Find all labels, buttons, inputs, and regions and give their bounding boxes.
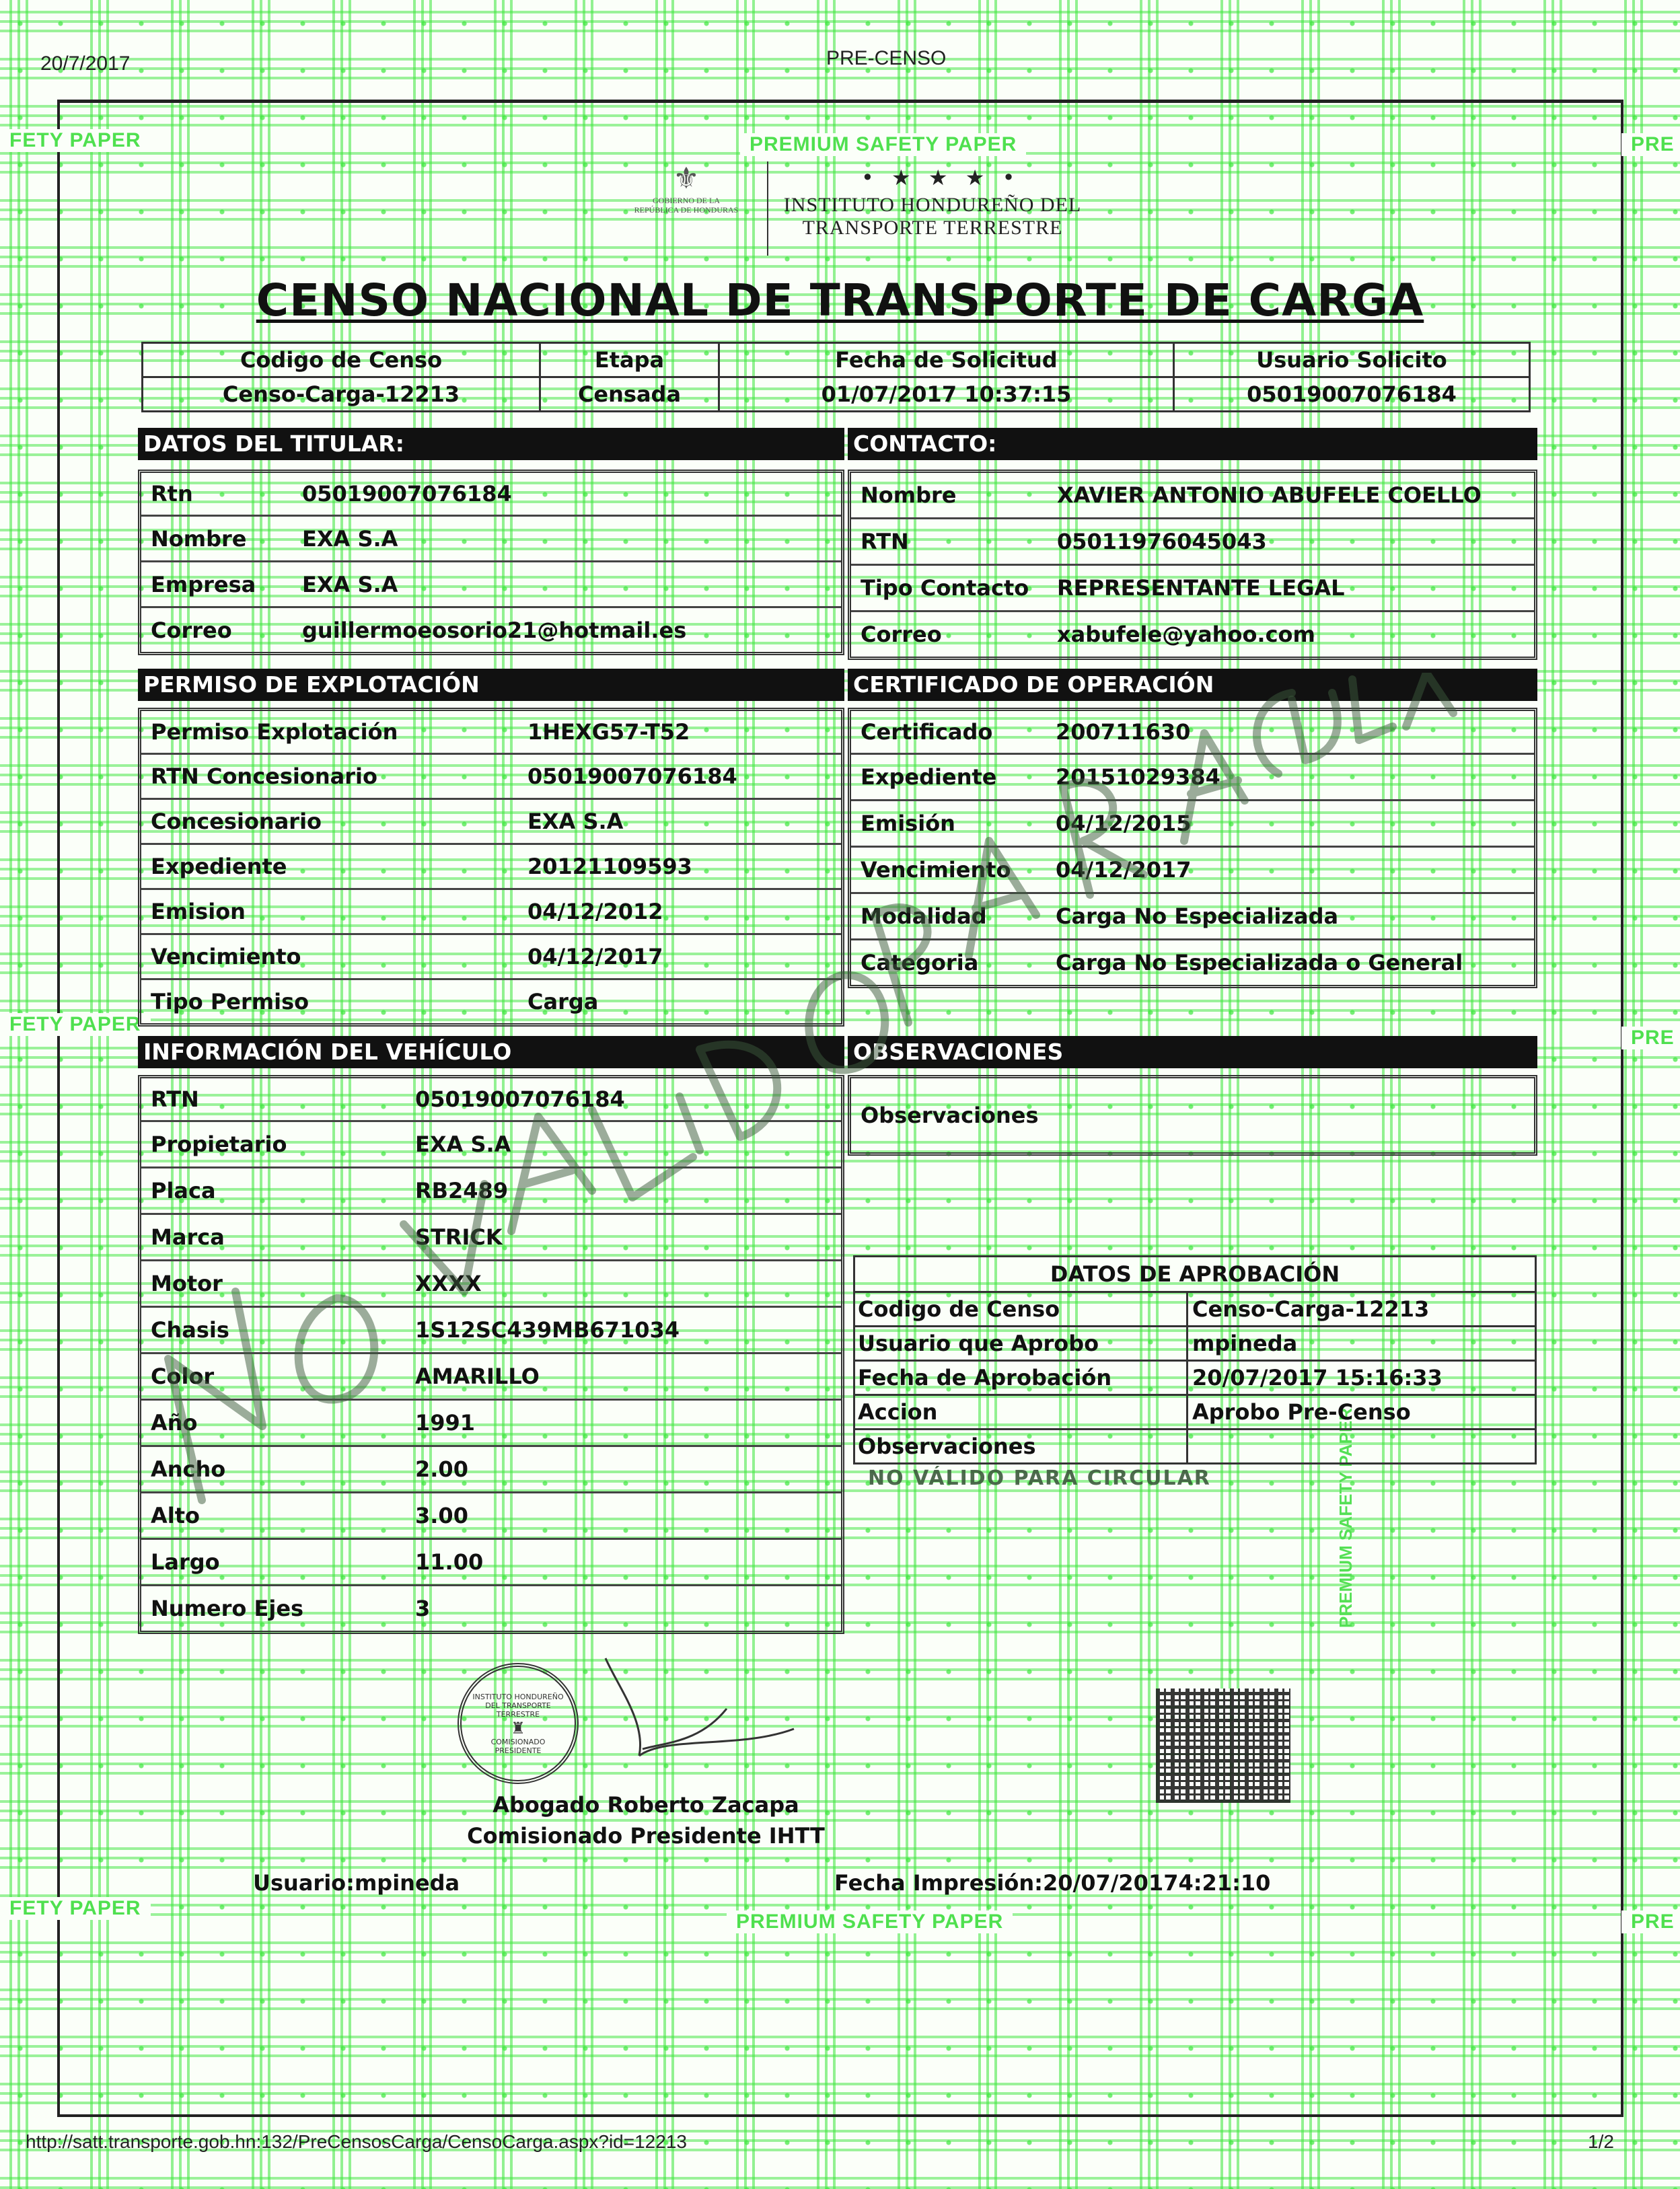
field-value: XXXX: [415, 1271, 482, 1296]
field-label: Expediente: [861, 764, 997, 790]
field-row: [141, 1586, 841, 1631]
watermark-right-mid: PRE: [1621, 1027, 1680, 1049]
field-value: 05019007076184: [527, 764, 737, 789]
approval-row: [855, 1327, 1535, 1362]
field-label: Tipo Permiso: [151, 989, 309, 1014]
field-value: XAVIER ANTONIO ABUFELE COELLO: [1057, 482, 1482, 508]
emblem-caption-1: GOBIERNO DE LA: [653, 196, 720, 205]
field-label: Rtn: [151, 481, 193, 507]
logo-divider: [767, 161, 768, 256]
page-url: http://satt.transporte.gob.hn:132/PreCensosCarga/CensoCarga.aspx?id=12213: [26, 2131, 687, 2152]
coat-of-arms-icon: ⚜ GOBIERNO DE LA REPÚBLICA DE HONDURAS: [619, 161, 754, 262]
field-value: 2.00: [415, 1456, 468, 1482]
field-value: 05019007076184: [302, 481, 512, 507]
field-label: Color: [151, 1364, 215, 1389]
summary-header-row: [143, 343, 1530, 377]
document-title: CENSO NACIONAL DE TRANSPORTE DE CARGA: [256, 274, 1424, 326]
signatory-name: Abogado Roberto Zacapa: [492, 1792, 799, 1818]
summary-table: [141, 342, 1531, 412]
field-label: Modalidad: [861, 903, 987, 929]
watermark-bottom: PREMIUM SAFETY PAPER: [727, 1910, 1013, 1933]
field-value: 20151029384: [1056, 764, 1220, 790]
field-row: [851, 711, 1534, 755]
field-value: 05011976045043: [1057, 529, 1267, 554]
summary-header: Etapa: [540, 343, 719, 377]
field-row: [141, 1401, 841, 1447]
section-title: PERMISO DE EXPLOTACIÓN: [138, 669, 844, 701]
summary-value-row: [143, 377, 1530, 412]
field-value: 1HEXG57-T52: [527, 719, 690, 745]
footer-fecha-impresion: Fecha Impresión:20/07/20174:21:10: [834, 1870, 1271, 1896]
watermark-right-top: PRE: [1621, 133, 1680, 156]
seal-text: INSTITUTO HONDUREÑO DEL TRANSPORTE TERRESTRE: [472, 1692, 564, 1719]
field-row: [141, 1168, 841, 1215]
section-body: [138, 708, 844, 1027]
field-label: Categoria: [861, 950, 979, 975]
field-row: [141, 935, 841, 980]
watermark-left-bottom: FETY PAPER: [0, 1897, 151, 1920]
summary-value: Censo-Carga-12213: [143, 377, 540, 412]
field-value: 04/12/2012: [527, 899, 663, 924]
section-informacion-vehiculo: [138, 1036, 844, 1634]
field-value: REPRESENTANTE LEGAL: [1057, 575, 1345, 601]
field-label: Placa: [151, 1178, 216, 1203]
field-label: RTN: [861, 529, 909, 554]
section-body: [138, 1075, 844, 1634]
field-row: [141, 1447, 841, 1493]
approval-label: Codigo de Censo: [855, 1293, 1188, 1325]
field-row: [141, 1540, 841, 1586]
field-row: [851, 848, 1534, 894]
field-label: Chasis: [151, 1317, 229, 1343]
field-label: Alto: [151, 1503, 200, 1528]
summary-value: 05019007076184: [1174, 377, 1530, 412]
field-label: Concesionario: [151, 809, 322, 834]
field-label: Emision: [151, 899, 246, 924]
field-row: [141, 1354, 841, 1401]
field-row: [141, 608, 841, 652]
summary-value: Censada: [540, 377, 719, 412]
section-title: DATOS DEL TITULAR:: [138, 428, 844, 460]
field-label: Motor: [151, 1271, 223, 1296]
field-row: [141, 1493, 841, 1540]
field-label: Emisión: [861, 811, 955, 836]
signature-icon: [592, 1655, 807, 1776]
field-value: 200711630: [1056, 719, 1191, 745]
approval-value: Censo-Carga-12213: [1192, 1296, 1430, 1322]
official-seal-icon: [458, 1663, 579, 1784]
field-row: [141, 845, 841, 890]
signatory-position: Comisionado Presidente IHTT: [467, 1823, 825, 1849]
section-body: [848, 708, 1537, 988]
field-value: 04/12/2015: [1056, 811, 1192, 836]
field-row: [851, 612, 1534, 657]
field-value: xabufele@yahoo.com: [1057, 622, 1315, 647]
approval-row: [855, 1430, 1535, 1462]
summary-value: 01/07/2017 10:37:15: [719, 377, 1174, 412]
field-value: 04/12/2017: [1056, 857, 1192, 883]
approval-label: Observaciones: [855, 1430, 1188, 1462]
field-label: Largo: [151, 1549, 220, 1575]
field-row: [141, 473, 841, 517]
field-label: Numero Ejes: [151, 1596, 304, 1621]
institution-name: [778, 194, 1087, 239]
field-label: RTN: [151, 1086, 199, 1112]
field-row: [851, 473, 1534, 519]
seal-emblem-icon: ♜: [511, 1718, 525, 1738]
field-row: [851, 801, 1534, 848]
institution-logo: [619, 161, 1090, 262]
print-date: 20/7/2017: [40, 52, 131, 75]
field-row: [141, 1261, 841, 1308]
emblem-caption-2: REPÚBLICA DE HONDURAS: [634, 205, 739, 215]
field-value: 20121109593: [527, 854, 692, 879]
field-label: Vencimiento: [151, 944, 301, 969]
field-label: Expediente: [151, 854, 287, 879]
summary-header: Fecha de Solicitud: [719, 343, 1174, 377]
field-row: [141, 1308, 841, 1354]
field-value: Carga No Especializada o General: [1056, 950, 1463, 975]
field-value: AMARILLO: [415, 1364, 540, 1389]
approval-label: Accion: [855, 1396, 1188, 1428]
approval-label: Usuario que Aprobo: [855, 1327, 1188, 1360]
field-row: [851, 566, 1534, 612]
field-value: 05019007076184: [415, 1086, 625, 1112]
institution-name-line1: INSTITUTO HONDUREÑO DEL: [783, 194, 1082, 216]
field-value: 1S12SC439MB671034: [415, 1317, 680, 1343]
section-title: OBSERVACIONES: [848, 1036, 1537, 1068]
field-row: [851, 755, 1534, 801]
section-datos-titular: [138, 428, 844, 655]
field-label: Empresa: [151, 571, 256, 597]
section-contacto: [848, 428, 1537, 660]
summary-header: Usuario Solicito: [1174, 343, 1530, 377]
field-row: [141, 562, 841, 608]
field-row: [851, 519, 1534, 566]
field-label: Vencimiento: [861, 857, 1011, 883]
field-row: [141, 755, 841, 800]
field-value: 04/12/2017: [527, 944, 663, 969]
stars-icon: • ★ ★ ★ •: [861, 165, 1021, 190]
qr-code-icon: [1156, 1689, 1290, 1803]
section-permiso-explotacion: [138, 669, 844, 1027]
field-row: [141, 1122, 841, 1168]
watermark-right-bottom: PRE: [1621, 1910, 1680, 1933]
field-value: guillermoeosorio21@hotmail.es: [302, 617, 687, 643]
watermark-top: PREMIUM SAFETY PAPER: [740, 133, 1026, 156]
print-title: PRE-CENSO: [826, 47, 947, 69]
field-label: Ancho: [151, 1456, 226, 1482]
field-value: EXA S.A: [302, 525, 398, 552]
field-row: [141, 1078, 841, 1122]
field-row: [141, 1215, 841, 1261]
approval-row: [855, 1396, 1535, 1430]
field-label: Tipo Contacto: [861, 575, 1029, 601]
approval-label: Fecha de Aprobación: [855, 1362, 1188, 1394]
field-value: STRICK: [415, 1224, 503, 1250]
page-number: 1/2: [1588, 2131, 1614, 2152]
field-label: Correo: [151, 617, 232, 643]
field-label: Certificado: [861, 719, 993, 745]
approval-value: 20/07/2017 15:16:33: [1192, 1365, 1442, 1390]
section-certificado-operacion: [848, 669, 1537, 988]
field-label: Permiso Explotación: [151, 719, 398, 745]
field-label: RTN Concesionario: [151, 764, 377, 789]
watermark-vertical: PREMIUM SAFETY PAPER: [1336, 1408, 1356, 1628]
field-label: Propietario: [151, 1131, 287, 1157]
field-row: [851, 1078, 1534, 1152]
field-row: [141, 800, 841, 845]
section-body: [848, 470, 1537, 660]
approval-value: mpineda: [1192, 1331, 1298, 1356]
institution-name-line2: TRANSPORTE TERRESTRE: [802, 217, 1063, 239]
field-row: [141, 517, 841, 562]
field-value: RB2489: [415, 1178, 509, 1203]
approval-title: DATOS DE APROBACIÓN: [855, 1257, 1535, 1293]
field-row: [141, 890, 841, 935]
field-label: Año: [151, 1410, 198, 1436]
field-row: [141, 711, 841, 755]
watermark-left-mid: FETY PAPER: [0, 1013, 151, 1036]
field-value: 11.00: [415, 1549, 484, 1575]
section-body: [138, 470, 844, 655]
approval-row: [855, 1362, 1535, 1396]
field-label: Observaciones: [861, 1103, 1039, 1128]
field-value: EXA S.A: [415, 1131, 511, 1157]
field-row: [851, 940, 1534, 985]
section-observaciones: [848, 1036, 1537, 1156]
field-label: Nombre: [151, 525, 247, 552]
footer-usuario: Usuario:mpineda: [253, 1870, 460, 1896]
field-value: EXA S.A: [302, 571, 398, 597]
approval-value: Aprobo Pre-Censo: [1192, 1399, 1411, 1425]
section-title: INFORMACIÓN DEL VEHÍCULO: [138, 1036, 844, 1068]
approval-row: [855, 1293, 1535, 1327]
approval-table: [853, 1255, 1537, 1464]
field-value: Carga: [527, 989, 599, 1014]
not-valid-stamp: NO VÁLIDO PARA CIRCULAR: [868, 1467, 1211, 1490]
watermark-left-top: FETY PAPER: [0, 129, 151, 152]
field-value: 1991: [415, 1410, 476, 1436]
field-label: Marca: [151, 1224, 225, 1250]
section-title: CONTACTO:: [848, 428, 1537, 460]
field-value: 3.00: [415, 1503, 468, 1528]
field-label: Nombre: [861, 482, 957, 508]
field-value: Carga No Especializada: [1056, 903, 1339, 929]
seal-center-text: COMISIONADO PRESIDENTE: [490, 1737, 546, 1755]
summary-header: Codigo de Censo: [143, 343, 540, 377]
field-row: [851, 894, 1534, 940]
field-value: EXA S.A: [527, 809, 624, 834]
field-label: Correo: [861, 622, 942, 647]
field-row: [141, 980, 841, 1023]
field-value: 3: [415, 1596, 431, 1621]
section-title: CERTIFICADO DE OPERACIÓN: [848, 669, 1537, 701]
section-body: [848, 1075, 1537, 1156]
